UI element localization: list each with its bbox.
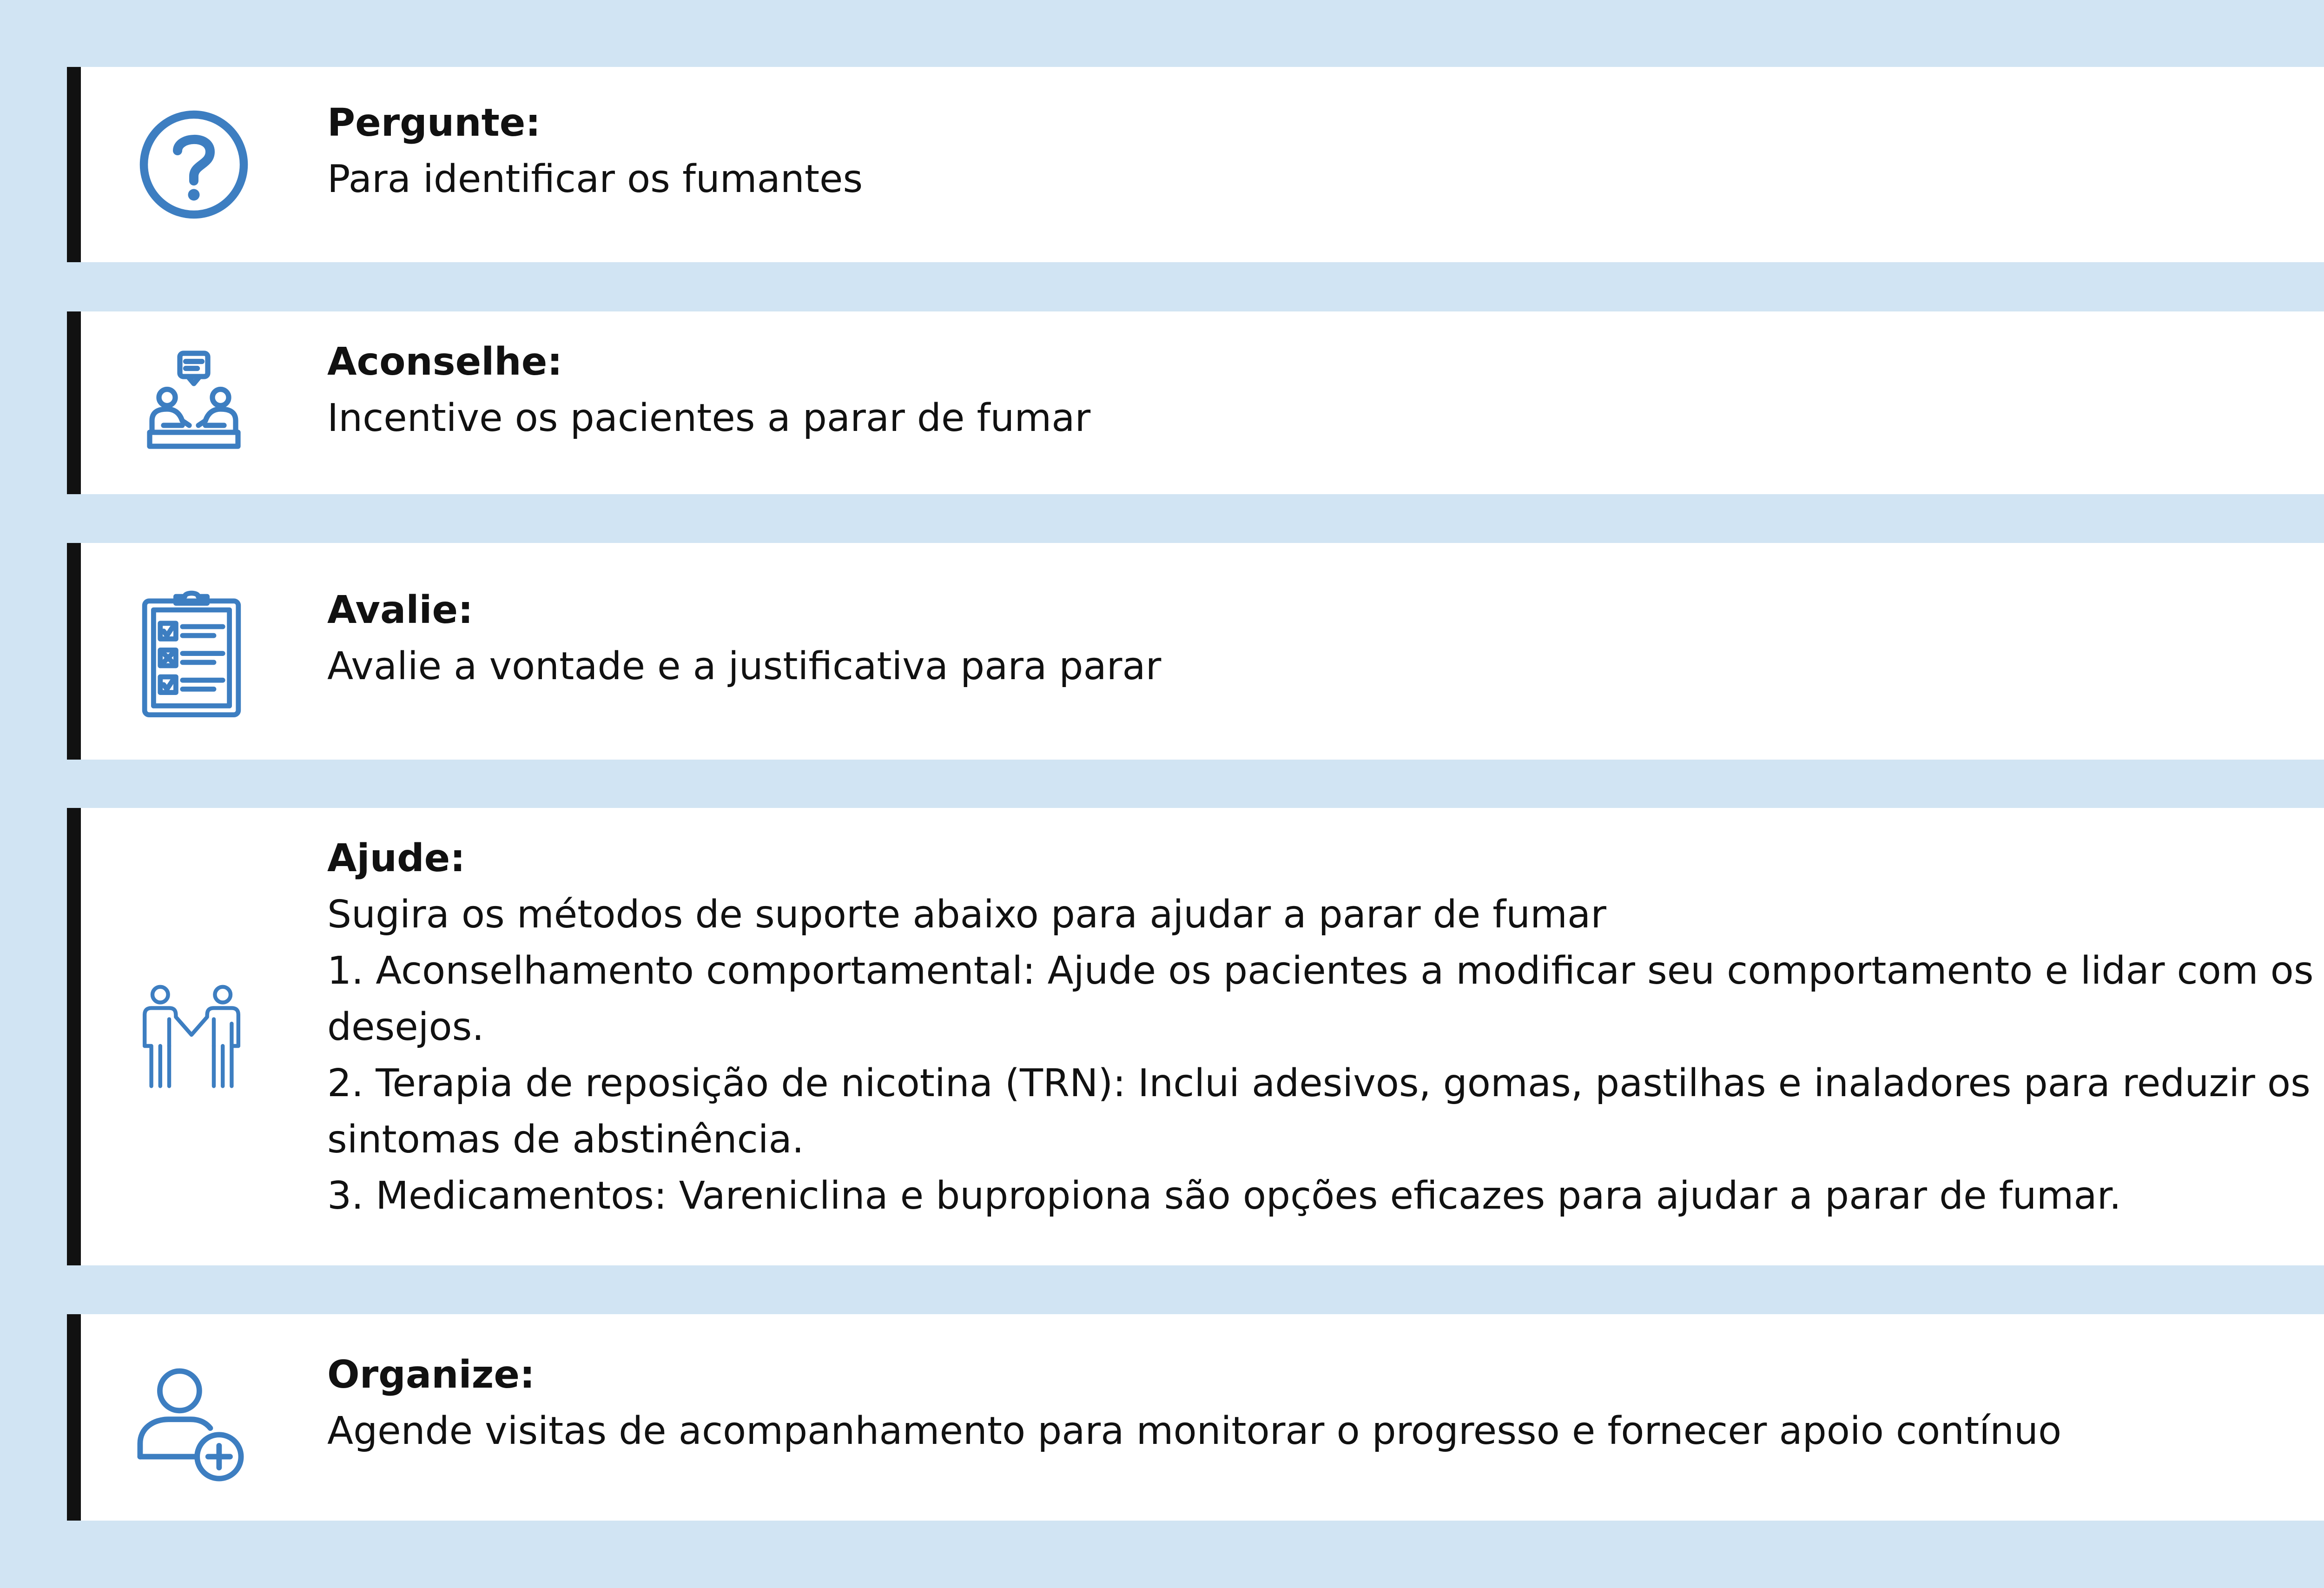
support-method-2-cont: sintomas de abstinência. xyxy=(327,1118,804,1162)
step-card-pergunte xyxy=(67,67,2324,262)
add-user-icon xyxy=(136,1364,245,1485)
step-description: Sugira os métodos de suporte abaixo para ajudar a parar de fumar xyxy=(327,893,1606,937)
support-method-3: 3. Medicamentos: Vareniclina e bupropiona são opções eficazes para ajudar a parar de fumar. xyxy=(327,1174,2121,1218)
step-description: Avalie a vontade e a justificativa para parar xyxy=(327,644,1162,688)
step-description: Agende visitas de acompanhamento para monitorar o progresso e fornecer apoio contínuo xyxy=(327,1409,2062,1453)
step-text xyxy=(327,1347,2324,1459)
step-title: Pergunte: xyxy=(327,101,541,145)
consultation-icon xyxy=(136,344,252,460)
step-title: Organize: xyxy=(327,1353,535,1397)
step-text xyxy=(327,582,2324,695)
step-card-ajude xyxy=(67,808,2324,1265)
people-helping-icon xyxy=(136,979,247,1091)
step-description: Para identificar os fumantes xyxy=(327,157,863,201)
step-card-aconselhe xyxy=(67,311,2324,494)
step-title: Ajude: xyxy=(327,836,466,880)
support-method-1: 1. Aconselhamento comportamental: Ajude os pacientes a modificar seu comportamento e lidar com os xyxy=(327,949,2314,993)
step-text xyxy=(327,830,2324,1224)
step-card-avalie xyxy=(67,543,2324,760)
question-circle-icon xyxy=(136,106,252,223)
clipboard-checklist-icon xyxy=(136,589,247,720)
step-title: Avalie: xyxy=(327,588,473,632)
step-description: Incentive os pacientes a parar de fumar xyxy=(327,396,1091,440)
step-text xyxy=(327,95,2324,207)
step-text xyxy=(327,334,2324,446)
support-method-2: 2. Terapia de reposição de nicotina (TRN): Inclui adesivos, gomas, pastilhas e inaladores para reduzir os xyxy=(327,1061,2311,1105)
support-method-1-cont: desejos. xyxy=(327,1005,484,1049)
step-title: Aconselhe: xyxy=(327,340,563,384)
step-card-organize xyxy=(67,1314,2324,1521)
